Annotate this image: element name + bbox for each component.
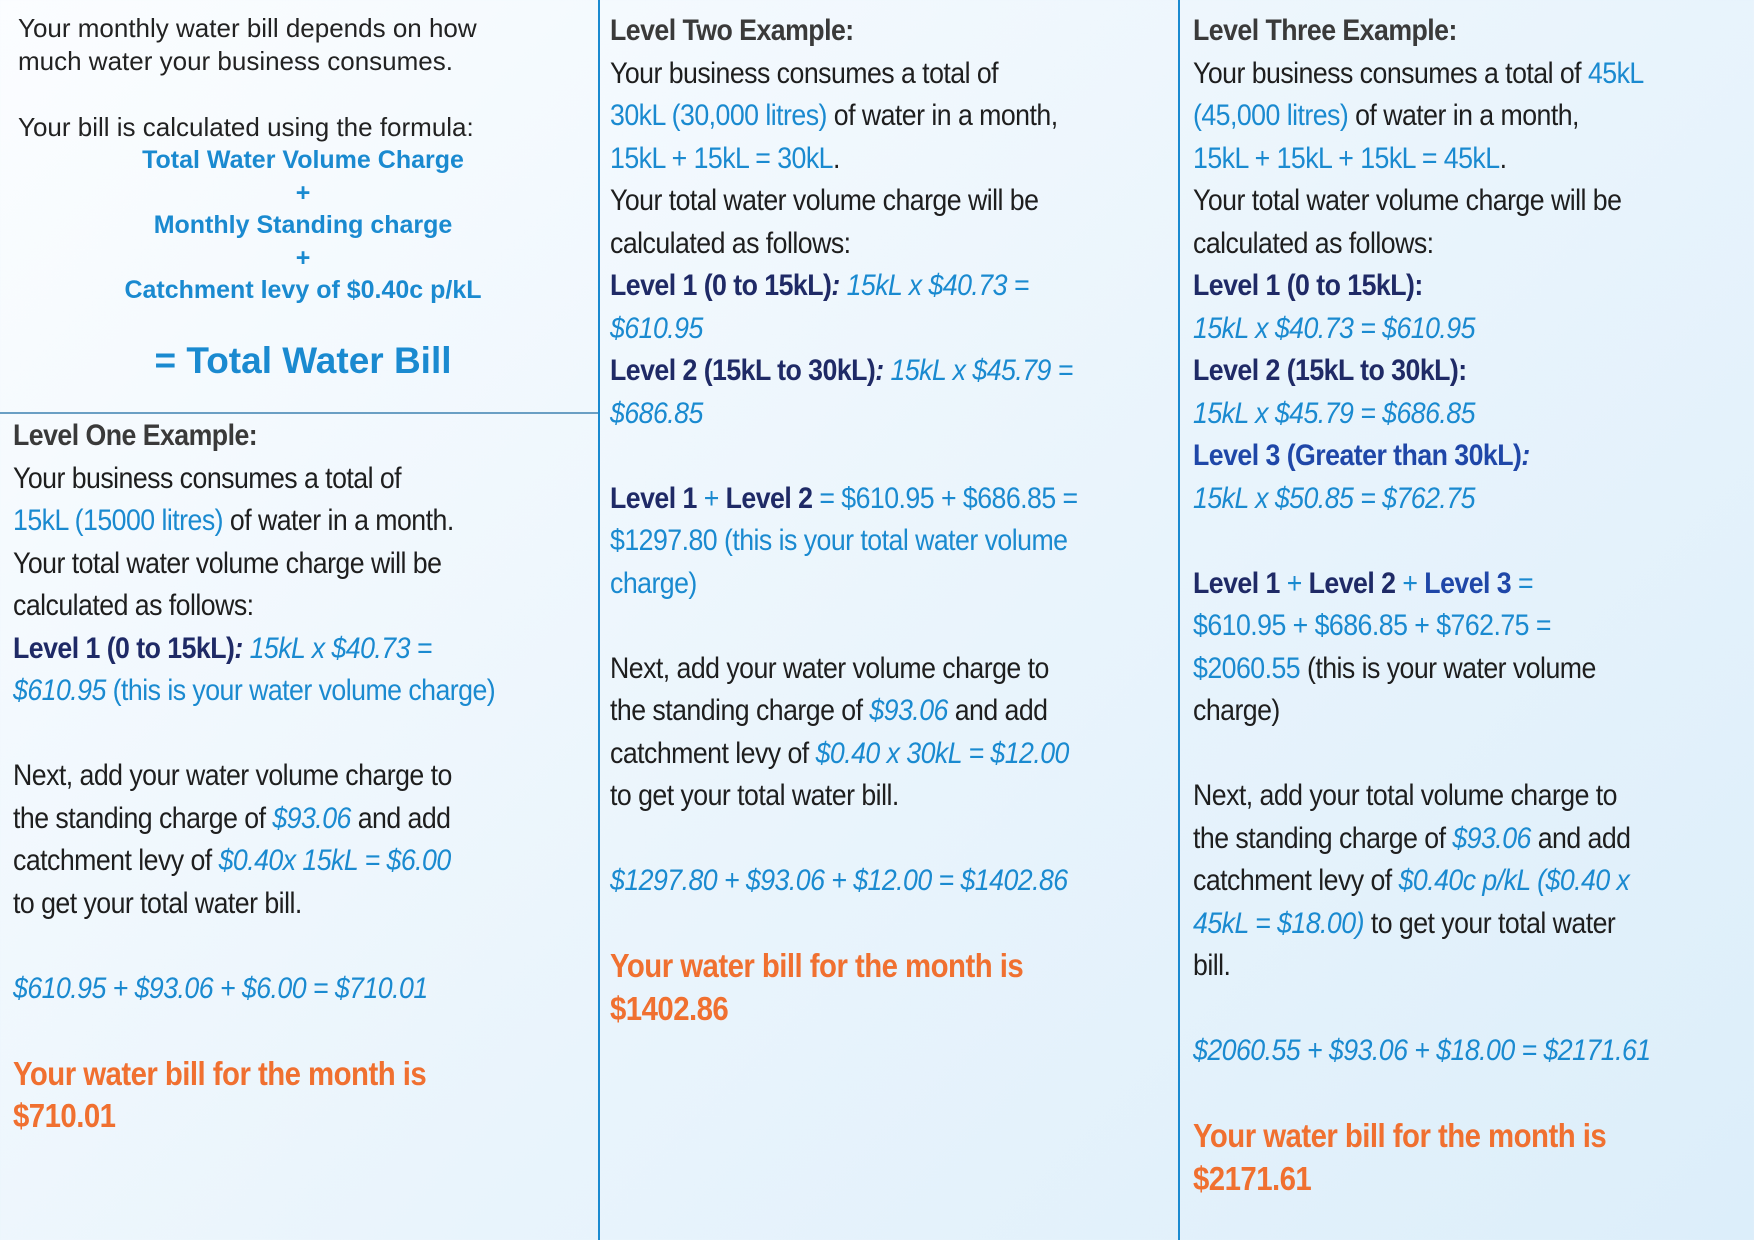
level-two-line: Your business consumes a total of [610,56,999,90]
level-two-sum-levels: Level 1 + Level 2 = $610.95 + $686.85 = [610,481,1078,515]
level-two-calc: $686.85 [610,396,703,430]
formula [18,144,588,307]
level-two-volume-total: $1297.80 (this is your total water volume [610,524,1068,557]
level-three-volume-total: charge) [1193,694,1280,727]
column-level-one [0,0,598,1240]
intro-line-1: Your monthly water bill depends on how [18,13,477,43]
level-three-sum: $2060.55 + $93.06 + $18.00 = $2171.61 [1193,1034,1651,1067]
level-one-result-amount: $710.01 [13,1097,116,1134]
level-one-line: catchment levy of $0.40x 15kL = $6.00 [13,844,451,877]
formula-term-standing: Monthly Standing charge [153,211,453,239]
level-three-calc: 15kL x $45.79 = $686.85 [1193,396,1475,430]
level-two-line: to get your total water bill. [610,779,899,812]
level-two-line: 30kL (30,000 litres) of water in a month, [610,99,1058,132]
level-three-line: Your business consumes a total of 45kL [1193,56,1644,90]
level-two-line: the standing charge of $93.06 and add [610,694,1048,727]
level-two-result: Your water bill for the month is [610,947,1024,984]
level-two-line: calculated as follows: [610,226,851,260]
level-one-line: the standing charge of $93.06 and add [13,801,451,835]
level-two-sum: $1297.80 + $93.06 + $12.00 = $1402.86 [610,864,1068,897]
level-three-volume-total: $2060.55 (this is your water volume [1193,651,1596,685]
level-three-calc-label: Level 2 (15kL to 30kL): [1193,354,1467,387]
formula-term-levy: Catchment levy of $0.40c p/kL [124,276,482,304]
level-three-line: catchment levy of $0.40c p/kL ($0.40 x [1193,864,1630,897]
level-three-line: bill. [1193,949,1231,982]
level-two-line: catchment levy of $0.40 x 30kL = $12.00 [610,736,1069,770]
intro-line-2: much water your business consumes. [18,46,453,76]
level-three-calc-label: Level 3 (Greater than 30kL): [1193,439,1530,472]
level-one-line: Your business consumes a total of [13,461,402,495]
level-two-volume-total: charge) [610,566,697,600]
level-three-line: (45,000 litres) of water in a month, [1193,99,1579,132]
level-three-line: Next, add your total volume charge to [1193,779,1618,812]
level-three-example [1193,10,1754,1200]
level-one-line: 15kL (15000 litres) of water in a month. [13,504,454,537]
column-level-three [1178,0,1754,1240]
level-three-line: 45kL = $18.00) to get your total water [1193,906,1616,940]
level-two-calc: Level 2 (15kL to 30kL): 15kL x $45.79 = [610,354,1073,387]
level-three-result-amount: $2171.61 [1193,1159,1312,1197]
level-one-calc: $610.95 (this is your water volume charge) [13,674,496,707]
level-three-calc: 15kL x $40.73 = $610.95 [1193,311,1475,345]
level-two-line: Your total water volume charge will be [610,184,1039,217]
formula-plus: + [295,178,311,207]
level-three-line: the standing charge of $93.06 and add [1193,821,1631,855]
intro-section [18,12,588,381]
level-three-result: Your water bill for the month is [1193,1117,1607,1154]
column-level-two [598,0,1178,1240]
formula-intro: Your bill is calculated using the formula: [18,112,474,142]
level-three-calc-label: Level 1 (0 to 15kL): [1193,269,1423,302]
level-one-line: calculated as follows: [13,589,254,622]
formula-term-volume: Total Water Volume Charge [142,146,464,174]
level-three-line: calculated as follows: [1193,226,1434,260]
level-one-example [13,415,592,1138]
level-three-line: 15kL + 15kL + 15kL = 45kL. [1193,141,1507,175]
level-two-title: Level Two Example: [610,14,854,47]
section-divider [0,412,598,414]
level-one-line: to get your total water bill. [13,886,302,920]
level-two-calc: Level 1 (0 to 15kL): 15kL x $40.73 = [610,269,1029,302]
level-one-line: Next, add your water volume charge to [13,759,452,792]
level-one-title: Level One Example: [13,419,258,452]
level-two-line: Next, add your water volume charge to [610,651,1049,685]
level-one-calc: Level 1 (0 to 15kL): 15kL x $40.73 = [13,631,432,665]
level-one-line: Your total water volume charge will be [13,546,442,580]
level-three-line: Your total water volume charge will be [1193,184,1622,217]
level-three-calc: 15kL x $50.85 = $762.75 [1193,481,1475,515]
formula-total: = Total Water Bill [154,339,452,381]
formula-plus: + [295,243,311,272]
level-two-example [610,10,1189,1030]
level-one-sum: $610.95 + $93.06 + $6.00 = $710.01 [13,971,428,1005]
level-three-sum-levels: Level 1 + Level 2 + Level 3 = [1193,566,1534,600]
level-three-title: Level Three Example: [1193,14,1457,47]
level-two-result-amount: $1402.86 [610,989,729,1027]
level-two-line: 15kL + 15kL = 30kL. [610,141,840,175]
level-three-sum-values: $610.95 + $686.85 + $762.75 = [1193,609,1551,642]
level-two-calc: $610.95 [610,311,703,345]
level-one-result: Your water bill for the month is [13,1054,427,1092]
